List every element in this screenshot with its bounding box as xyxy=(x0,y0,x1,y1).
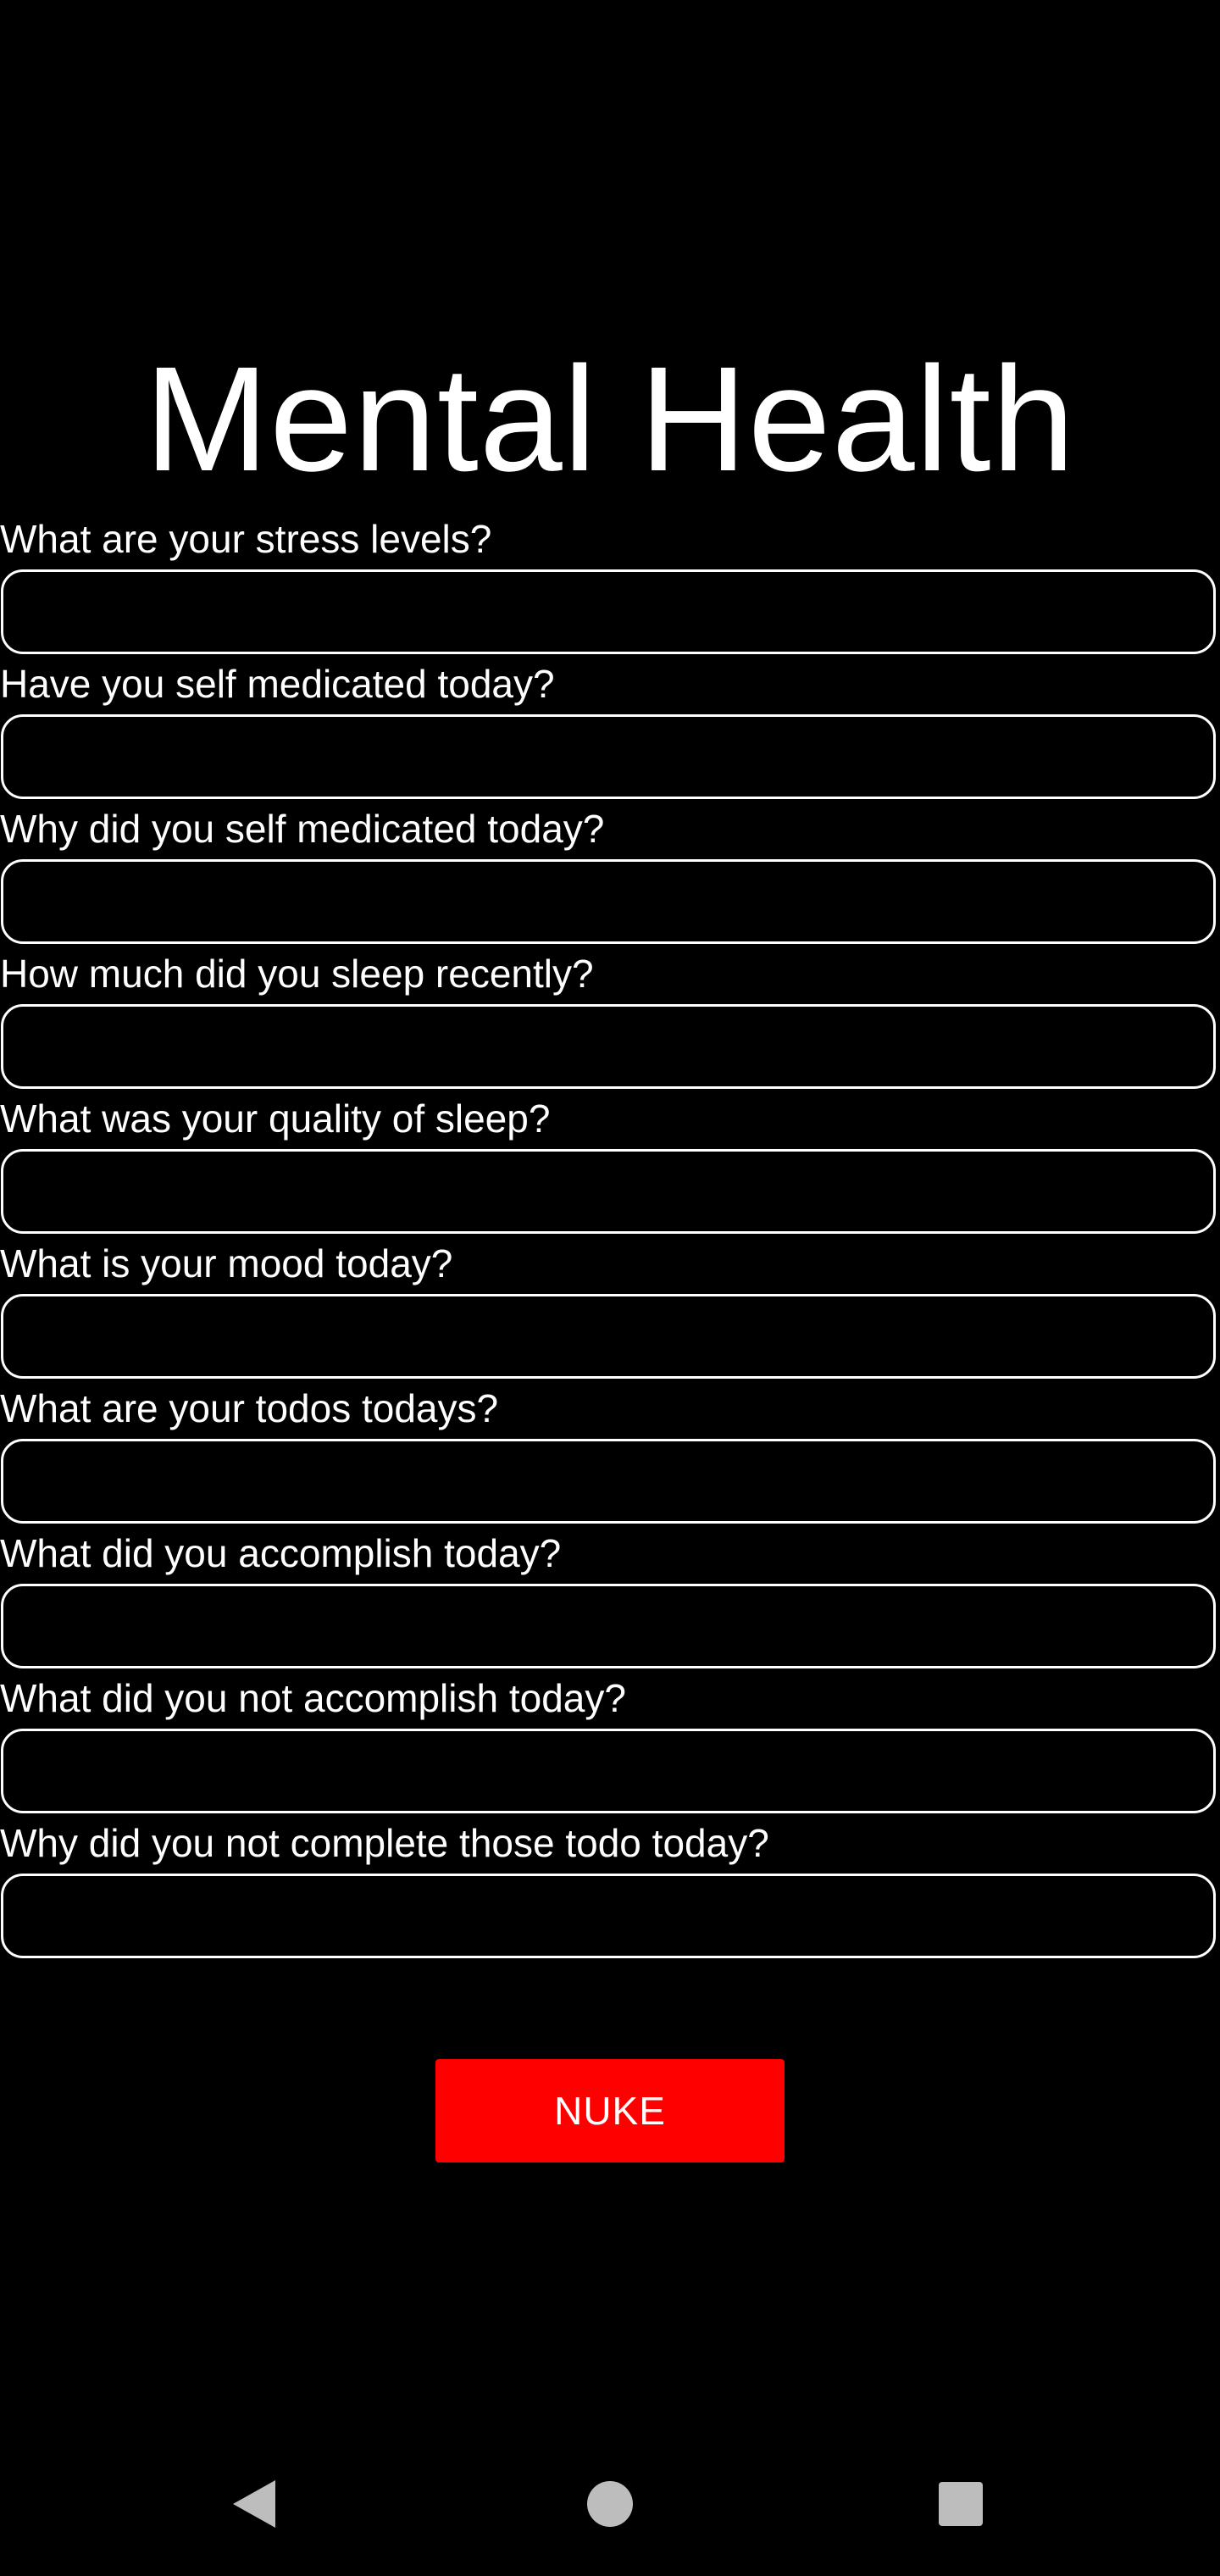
field-not-accomplished xyxy=(0,1671,1220,1816)
recents-square-icon xyxy=(939,2482,983,2526)
accomplished-input[interactable] xyxy=(1,1584,1216,1668)
self-medicated-input[interactable] xyxy=(1,714,1216,799)
stress-levels-input[interactable] xyxy=(1,569,1216,654)
home-circle-icon xyxy=(587,2481,633,2527)
field-todos xyxy=(0,1381,1220,1526)
back-triangle-icon xyxy=(233,2480,275,2528)
sleep-amount-label: How much did you sleep recently? xyxy=(0,952,594,996)
incomplete-reason-label: Why did you not complete those todo today? xyxy=(0,1821,769,1865)
field-mood xyxy=(0,1236,1220,1381)
field-self-medicated xyxy=(0,657,1220,802)
field-self-medicated-reason xyxy=(0,802,1220,947)
sleep-quality-input[interactable] xyxy=(1,1149,1216,1234)
accomplished-label: What did you accomplish today? xyxy=(0,1531,562,1575)
sleep-amount-input[interactable] xyxy=(1,1004,1216,1089)
nav-home-button[interactable] xyxy=(559,2440,661,2568)
incomplete-reason-input[interactable] xyxy=(1,1874,1216,1958)
system-navigation-bar xyxy=(0,2440,1220,2568)
nuke-button[interactable]: NUKE xyxy=(435,2059,785,2162)
page-title: Mental Health xyxy=(144,336,1076,502)
not-accomplished-input[interactable] xyxy=(1,1729,1216,1813)
not-accomplished-label: What did you not accomplish today? xyxy=(0,1676,626,1720)
self-medicated-label: Have you self medicated today? xyxy=(0,662,555,706)
stress-levels-label: What are your stress levels? xyxy=(0,517,492,561)
field-stress-levels xyxy=(0,512,1220,657)
nav-back-button[interactable] xyxy=(203,2440,305,2568)
mood-input[interactable] xyxy=(1,1294,1216,1379)
field-incomplete-reason xyxy=(0,1816,1220,1961)
field-sleep-quality xyxy=(0,1091,1220,1236)
todos-label: What are your todos todays? xyxy=(0,1386,499,1430)
field-accomplished xyxy=(0,1526,1220,1671)
self-medicated-reason-input[interactable] xyxy=(1,859,1216,944)
self-medicated-reason-label: Why did you self medicated today? xyxy=(0,807,605,851)
todos-input[interactable] xyxy=(1,1439,1216,1524)
mental-health-form xyxy=(0,512,1220,1961)
nav-recents-button[interactable] xyxy=(910,2440,1012,2568)
field-sleep-amount xyxy=(0,947,1220,1091)
sleep-quality-label: What was your quality of sleep? xyxy=(0,1096,551,1141)
mood-label: What is your mood today? xyxy=(0,1241,453,1285)
